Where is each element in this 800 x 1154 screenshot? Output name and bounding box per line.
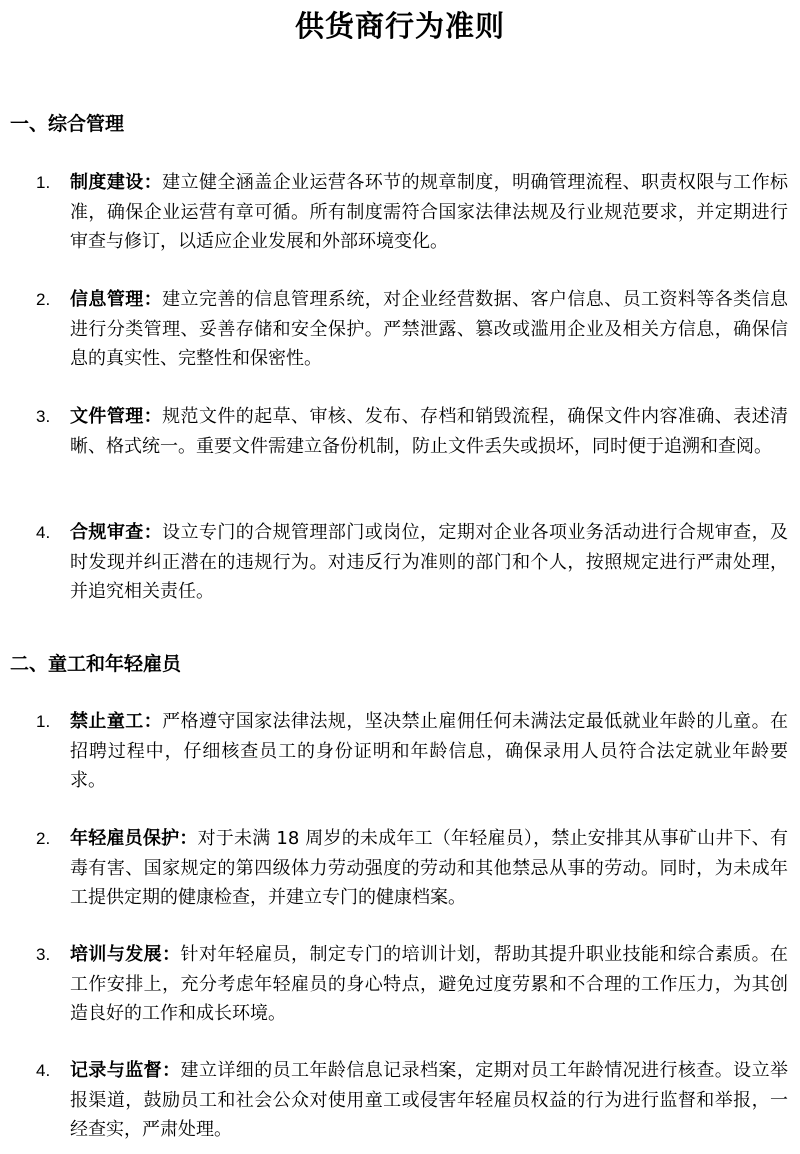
- list-item-separator: ：: [143, 711, 163, 732]
- list-item-label: 制度建设: [70, 172, 144, 193]
- list-item-text: 建立完善的信息管理系统，对企业经营数据、客户信息、员工资料等各类信息进行分类管理、妥善存储和安全保护。严禁泄露、篡改或滥用企业及相关方信息，确保信息的真实性、完整性和保密性。: [70, 289, 789, 369]
- list-item: [36, 707, 788, 796]
- list-item-body: [70, 707, 788, 796]
- list-item-body: [70, 402, 788, 461]
- list-item-body: [70, 824, 788, 913]
- list-item-separator: ：: [179, 828, 198, 849]
- list-item-separator: ：: [143, 172, 163, 193]
- list-item-text: 针对年轻雇员，制定专门的培训计划，帮助其提升职业技能和综合素质。在工作安排上，充分考虑年轻雇员的身心特点，避免过度劳累和不合理的工作压力，为其创造良好的工作和成长环境。: [70, 944, 789, 1024]
- section-heading-child-labor: 二、童工和年轻雇员: [10, 653, 182, 675]
- list-item-body: [70, 518, 788, 607]
- list-item-number: 3.: [36, 407, 51, 426]
- list-item: [36, 940, 788, 1029]
- list-item-separator: ：: [143, 289, 163, 310]
- list-item-label: 记录与监督: [70, 1060, 163, 1081]
- list-item-label: 文件管理: [70, 406, 144, 427]
- list-item-number: 4.: [36, 523, 51, 542]
- list-item-text: 建立健全涵盖企业运营各环节的规章制度，明确管理流程、职责权限与工作标准，确保企业运营有章可循。所有制度需符合国家法律法规及行业规范要求，并定期进行审查与修订，以适应企业发展和外部环境变化。: [70, 172, 789, 252]
- list-item-number: 2.: [36, 290, 51, 309]
- list-item: [36, 168, 788, 257]
- list-item-label: 合规审查: [70, 522, 144, 543]
- list-item-body: [70, 168, 788, 257]
- list-item: [36, 402, 788, 461]
- list-item-number: 2.: [36, 829, 51, 848]
- list-item-number: 3.: [36, 945, 51, 964]
- list-item-separator: ：: [162, 944, 181, 965]
- list-item: [36, 824, 788, 913]
- list-item: [36, 518, 788, 607]
- list-item-label: 年轻雇员保护: [70, 828, 180, 849]
- list-item-text: 规范文件的起草、审核、发布、存档和销毁流程，确保文件内容准确、表述清晰、格式统一。重要文件需建立备份机制，防止文件丢失或损坏，同时便于追溯和查阅。: [70, 406, 789, 457]
- list-item-separator: ：: [162, 1060, 181, 1081]
- list-item-number: 4.: [36, 1061, 51, 1080]
- list-item-number: 1.: [36, 173, 51, 192]
- list-item-text: 设立专门的合规管理部门或岗位，定期对企业各项业务活动进行合规审查，及时发现并纠正潜在的违规行为。对违反行为准则的部门和个人，按照规定进行严肃处理，并追究相关责任。: [70, 522, 789, 602]
- list-item-body: [70, 285, 788, 374]
- list-item-separator: ：: [143, 522, 163, 543]
- list-item-text: 建立详细的员工年龄信息记录档案，定期对员工年龄情况进行核查。设立举报渠道，鼓励员工和社会公众对使用童工或侵害年轻雇员权益的行为进行监督和举报，一经查实，严肃处理。: [70, 1060, 789, 1140]
- list-item: [36, 1056, 788, 1145]
- list-item-label: 禁止童工: [70, 711, 144, 732]
- section-heading-general-management: 一、综合管理: [10, 113, 125, 135]
- list-item-label: 信息管理: [70, 289, 144, 310]
- list-item-separator: ：: [143, 406, 163, 427]
- list-item-body: [70, 1056, 788, 1145]
- list-item-body: [70, 940, 788, 1029]
- list-item-number: 1.: [36, 712, 51, 731]
- list-item-text: 对于未满 18 周岁的未成年工（年轻雇员），禁止安排其从事矿山井下、有毒有害、国家规定的第四级体力劳动强度的劳动和其他禁忌从事的劳动。同时，为未成年工提供定期的健康检查，并建立专门的健康档案。: [70, 828, 789, 908]
- list-item: [36, 285, 788, 374]
- page-title: 供货商行为准则: [294, 9, 505, 43]
- list-item-text: 严格遵守国家法律法规，坚决禁止雇佣任何未满法定最低就业年龄的儿童。在招聘过程中，仔细核查员工的身份证明和年龄信息，确保录用人员符合法定就业年龄要求。: [70, 711, 789, 791]
- list-item-label: 培训与发展: [70, 944, 163, 965]
